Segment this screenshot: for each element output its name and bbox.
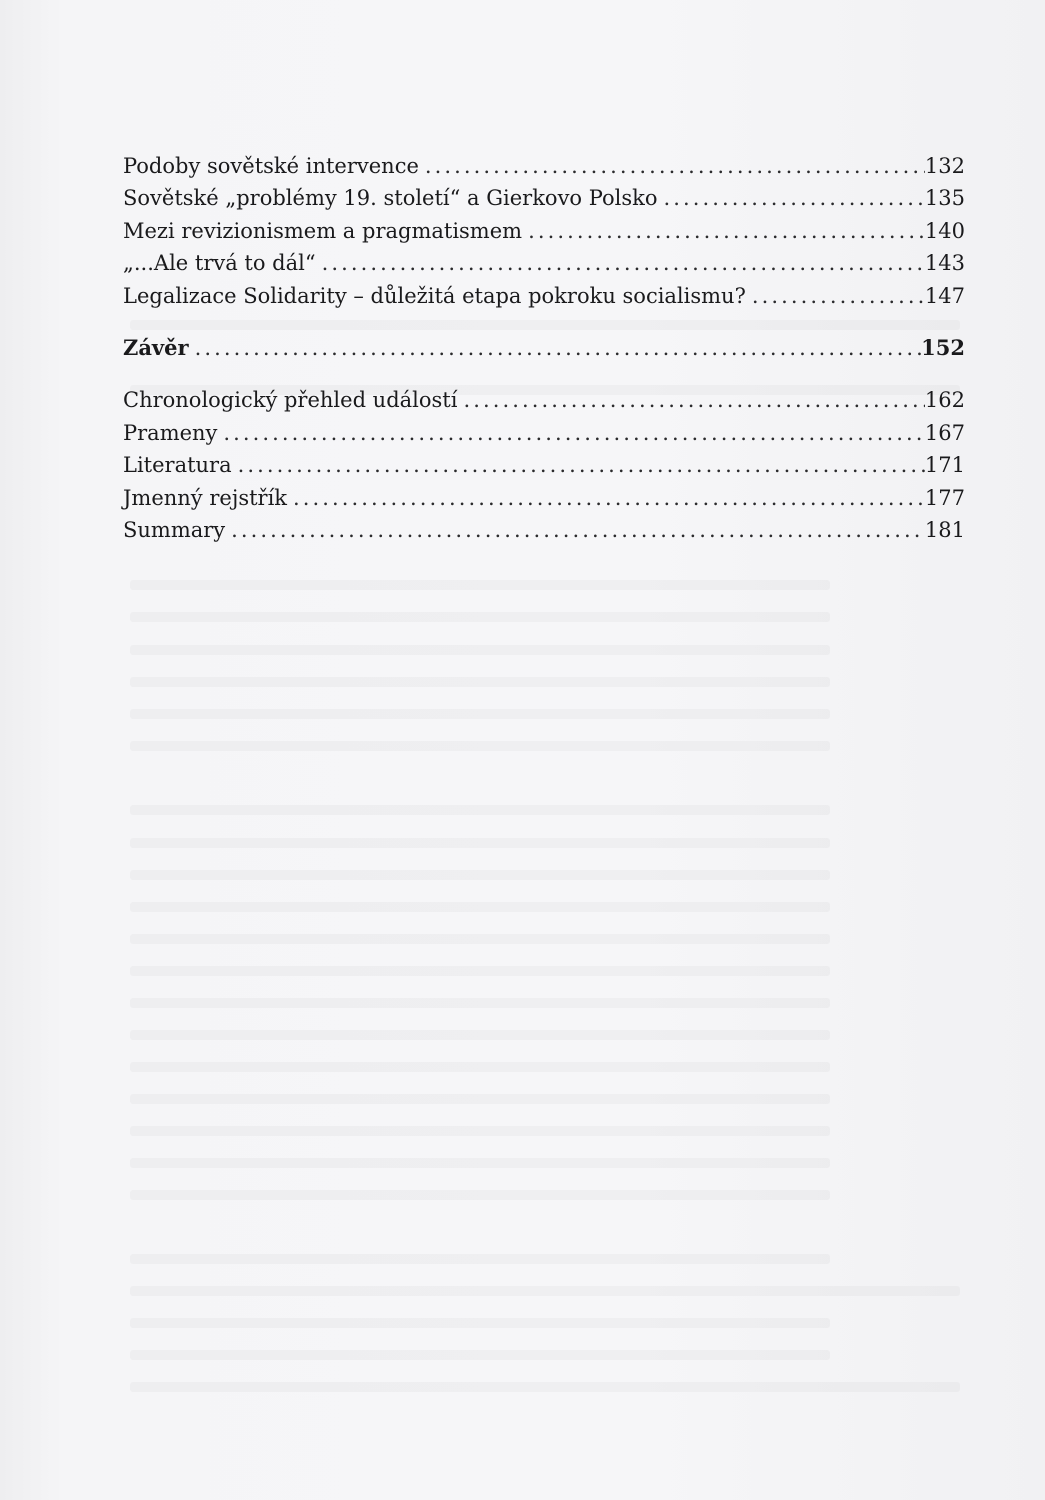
toc-entry-title: Summary xyxy=(123,517,226,542)
toc-group-conclusion xyxy=(123,332,965,364)
toc-group-appendices xyxy=(123,384,965,546)
toc-entry-page: 140 xyxy=(924,218,965,243)
dot-leader xyxy=(287,482,925,514)
toc-entry-page: 171 xyxy=(924,453,965,478)
toc-entry-title: Sovětské „problémy 19. století“ a Gierkovo Polsko xyxy=(123,186,658,211)
toc-entry xyxy=(123,182,965,214)
toc-entry xyxy=(123,417,965,449)
dot-leader xyxy=(658,182,925,214)
toc-entry-page: 143 xyxy=(924,251,965,276)
table-of-contents xyxy=(123,150,965,546)
dot-leader xyxy=(217,417,924,449)
toc-entry xyxy=(123,482,965,514)
toc-group-chapter-sections xyxy=(123,150,965,312)
toc-entry xyxy=(123,514,965,546)
toc-entry xyxy=(123,247,965,279)
toc-entry-title: Prameny xyxy=(123,420,218,445)
toc-entry-title: „...Ale trvá to dál“ xyxy=(123,251,316,276)
toc-entry-title: Literatura xyxy=(123,453,232,478)
toc-entry-title: Podoby sovětské intervence xyxy=(123,154,419,178)
dot-leader xyxy=(316,247,925,279)
toc-entry-conclusion xyxy=(123,332,965,364)
toc-entry-title: Jmenný rejstřík xyxy=(123,485,288,510)
toc-entry-page: 152 xyxy=(921,334,965,360)
toc-entry-title: Mezi revizionismem a pragmatismem xyxy=(123,218,523,243)
toc-entry xyxy=(123,280,965,312)
toc-entry xyxy=(123,215,965,247)
toc-entry-title: Legalizace Solidarity – důležitá etapa pokroku socialismu? xyxy=(123,283,746,308)
toc-entry-page: 162 xyxy=(924,388,965,413)
dot-leader xyxy=(225,514,925,546)
toc-entry-page: 135 xyxy=(924,186,965,211)
toc-entry-page: 147 xyxy=(924,283,965,308)
toc-entry-title: Chronologický přehled událostí xyxy=(123,388,458,413)
dot-leader xyxy=(522,215,925,247)
toc-entry xyxy=(123,384,965,416)
toc-entry xyxy=(123,449,965,481)
toc-entry-page: 167 xyxy=(924,420,965,445)
dot-leader xyxy=(419,150,925,182)
toc-entry-page: 177 xyxy=(924,485,965,510)
dot-leader xyxy=(189,332,922,364)
toc-entry-title: Závěr xyxy=(123,334,189,360)
dot-leader xyxy=(746,280,925,312)
toc-entry-page: 132 xyxy=(924,154,965,178)
toc-entry xyxy=(123,150,965,182)
toc-entry-page: 181 xyxy=(924,517,965,542)
dot-leader xyxy=(232,449,925,481)
dot-leader xyxy=(457,384,924,416)
